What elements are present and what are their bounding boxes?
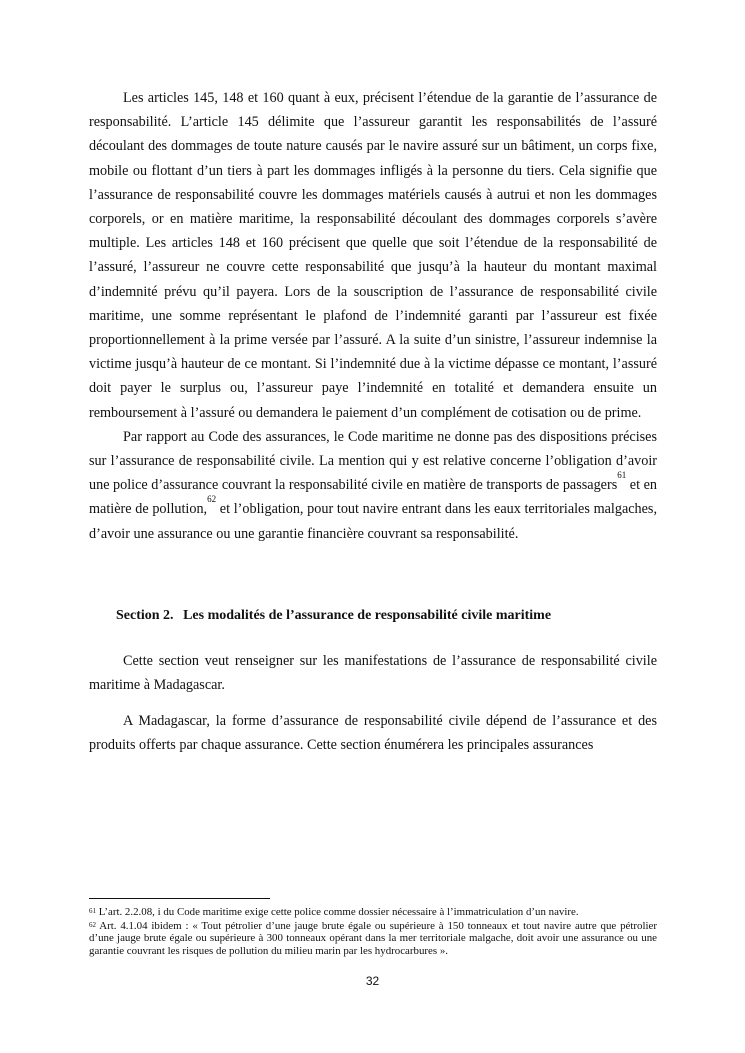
page-body bbox=[89, 86, 657, 758]
paragraph-articles-145-148-160: Les articles 145, 148 et 160 quant à eux, précisent l’étendue de la garantie de l’assurance de responsabilité. L’article 145 délimite que l’assureur garantit les responsabilités de l’assuré découlant des dommages de toute nature causés par le navire assuré sur un bâtiment, un corps fixe, mobile ou flottant d’un tiers à part les dommages infligés à la personne du tiers. Cela signifie que l’assurance de responsabilité couvre les dommages matériels causés à autrui et non les dommages corporels, or en matière maritime, la responsabilité découlant des dommages corporels s’avère multiple. Les articles 148 et 160 précisent que quelle que soit l’étendue de la responsabilité de l’assuré, l’assureur ne couvre cette responsabilité que jusqu’à la hauteur du montant maximal d’indemnité prévu qu’il payera. Lors de la souscription de l’assurance de responsabilité civile maritime, une somme représentant le plafond de l’indemnité garanti par l’assureur est fixée proportionnellement à la prime versée par l’assuré. A la suite d’un sinistre, l’assureur indemnise la victime jusqu’à hauteur de ce montant. Si l’indemnité due à la victime dépasse ce montant, l’assuré doit payer le surplus ou, l’assureur paye l’indemnité en totalité et demandera ensuite un remboursement à l’assuré ou demandera le paiement d’un complément de cotisation ou de prime. bbox=[89, 90, 657, 421]
footnote-text-61: L’art. 2.2.08, i du Code maritime exige cette police comme dossier nécessaire à l’immatriculation d’un navire. bbox=[96, 906, 579, 918]
paragraph-madagascar: A Madagascar, la forme d’assurance de responsabilité civile dépend de l’assurance et des produits offerts par chaque assurance. Cette section énumérera les principales assurances bbox=[89, 713, 657, 754]
footnote-ref-62: 62 bbox=[207, 494, 217, 505]
footnote-ref-61: 61 bbox=[617, 470, 627, 481]
section-heading bbox=[89, 606, 657, 626]
spacer bbox=[89, 546, 657, 606]
footnote-62 bbox=[89, 920, 657, 958]
page-number: 32 bbox=[365, 974, 380, 988]
footnote-61 bbox=[89, 906, 657, 919]
paragraph-text-part-2: et en matière de pollution, bbox=[89, 477, 657, 518]
footnotes bbox=[89, 898, 657, 958]
paragraph-text-part-1: Par rapport au Code des assurances, le Code maritime ne donne pas des dispositions précises sur l’assurance de responsabilité civile. La mention qui y est relative concerne l’obligation d’avoir une police d’assurance couvrant la responsabilité civile en matière de transports de passagers bbox=[89, 428, 657, 494]
paragraph-code-maritime bbox=[89, 425, 657, 546]
spacer bbox=[89, 697, 657, 709]
footnote-number-61: 61 bbox=[89, 907, 96, 915]
footnote-separator bbox=[89, 898, 270, 899]
paragraph-section-intro: Cette section veut renseigner sur les manifestations de l’assurance de responsabilité civile maritime à Madagascar. bbox=[89, 652, 657, 694]
spacer bbox=[89, 626, 657, 649]
footnote-text-62: Art. 4.1.04 ibidem : « Tout pétrolier d’une jauge brute égale ou supérieure à 150 tonneaux et tout navire autre que pétrolier d’une jauge brute égale ou supérieure à 300 tonneaux opérant dans la mer territoriale malgache, doit avoir une assurance ou une garantie couvrant les risques de pollution du milieu marin par les hydrocarbures ». bbox=[89, 919, 657, 957]
section-number: Section 2. bbox=[116, 607, 174, 623]
section-title: Les modalités de l’assurance de responsabilité civile maritime bbox=[183, 607, 552, 623]
paragraph-text-part-3: et l’obligation, pour tout navire entrant dans les eaux territoriales malgaches, d’avoir une assurance ou une garantie financière couvrant sa responsabilité. bbox=[89, 501, 657, 542]
footnote-number-62: 62 bbox=[89, 920, 96, 929]
